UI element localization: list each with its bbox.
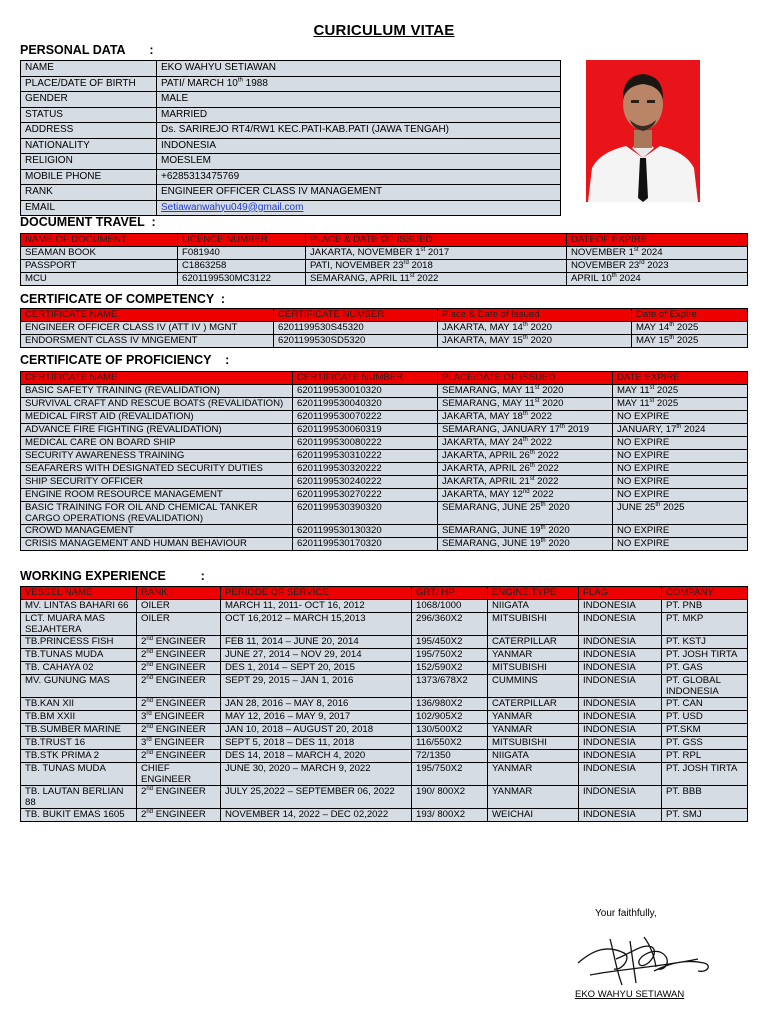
table-cell: 116/550X2 bbox=[412, 737, 488, 750]
table-cell: MEDICAL FIRST AID (REVALIDATION) bbox=[21, 411, 293, 424]
table-cell: MAY 12, 2016 – MAY 9, 2017 bbox=[221, 711, 412, 724]
column-header: CERTIFICATE NAME bbox=[21, 309, 274, 322]
table-cell: SEMARANG, MAY 11st 2020 bbox=[438, 398, 613, 411]
table-cell: 195/450X2 bbox=[412, 636, 488, 649]
table-cell: 6201199530S45320 bbox=[274, 322, 438, 335]
table-cell: 6201199530320222 bbox=[293, 463, 438, 476]
personal-label: STATUS bbox=[21, 107, 157, 123]
personal-row bbox=[21, 169, 561, 185]
table-cell: MAY 11st 2025 bbox=[613, 385, 748, 398]
table-cell: CATERPILLAR bbox=[488, 636, 579, 649]
personal-data-table bbox=[20, 60, 561, 216]
table-row bbox=[21, 463, 748, 476]
table-cell: CROWD MANAGEMENT bbox=[21, 525, 293, 538]
table-row bbox=[21, 502, 748, 525]
table-row bbox=[21, 809, 748, 822]
closing-greeting: Your faithfully, bbox=[595, 908, 657, 919]
table-row bbox=[21, 424, 748, 437]
table-cell: LCT. MUARA MAS SEJAHTERA bbox=[21, 613, 137, 636]
table-cell: INDONESIA bbox=[579, 636, 662, 649]
table-cell: NO EXPIRE bbox=[613, 437, 748, 450]
table-cell: MV. GUNUNG MAS bbox=[21, 675, 137, 698]
table-cell: 2nd ENGINEER bbox=[137, 724, 221, 737]
table-cell: ENGINEER OFFICER CLASS IV (ATT IV ) MGNT bbox=[21, 322, 274, 335]
table-cell: SEAFARERS WITH DESIGNATED SECURITY DUTIES bbox=[21, 463, 293, 476]
column-header: Date of Expire bbox=[632, 309, 748, 322]
personal-value: EKO WAHYU SETIAWAN bbox=[157, 61, 561, 77]
table-row bbox=[21, 411, 748, 424]
table-cell: APRIL 10th 2024 bbox=[567, 273, 748, 286]
table-cell: INDONESIA bbox=[579, 600, 662, 613]
table-cell: MAY 15th 2025 bbox=[632, 335, 748, 348]
table-cell: INDONESIA bbox=[579, 786, 662, 809]
table-cell: MCU bbox=[21, 273, 178, 286]
table-cell: JAN 10, 2018 – AUGUST 20, 2018 bbox=[221, 724, 412, 737]
table-cell: 190/ 800X2 bbox=[412, 786, 488, 809]
table-cell: JULY 25,2022 – SEPTEMBER 06, 2022 bbox=[221, 786, 412, 809]
table-cell: PT. CAN bbox=[662, 698, 748, 711]
table-cell: SEMARANG, JUNE 25th 2020 bbox=[438, 502, 613, 525]
personal-value: MARRIED bbox=[157, 107, 561, 123]
table-row bbox=[21, 322, 748, 335]
table-cell: PT. PNB bbox=[662, 600, 748, 613]
personal-label: EMAIL bbox=[21, 200, 157, 216]
table-cell: 195/750X2 bbox=[412, 763, 488, 786]
table-cell: NIIGATA bbox=[488, 750, 579, 763]
table-cell: PT. JOSH TIRTA bbox=[662, 763, 748, 786]
table-cell: SEAMAN BOOK bbox=[21, 247, 178, 260]
personal-label: PLACE/DATE OF BIRTH bbox=[21, 76, 157, 92]
personal-label: NATIONALITY bbox=[21, 138, 157, 154]
profile-photo bbox=[586, 60, 700, 202]
table-cell: INDONESIA bbox=[579, 724, 662, 737]
table-cell: 2nd ENGINEER bbox=[137, 636, 221, 649]
table-cell: JUNE 25th 2025 bbox=[613, 502, 748, 525]
table-cell: 195/750X2 bbox=[412, 649, 488, 662]
column-header: Place & Date of Issued bbox=[438, 309, 632, 322]
personal-label: MOBILE PHONE bbox=[21, 169, 157, 185]
table-row bbox=[21, 724, 748, 737]
table-cell: INDONESIA bbox=[579, 698, 662, 711]
table-cell: 2nd ENGINEER bbox=[137, 649, 221, 662]
table-cell: TB.STK PRIMA 2 bbox=[21, 750, 137, 763]
table-row bbox=[21, 600, 748, 613]
table-cell: 193/ 800X2 bbox=[412, 809, 488, 822]
table-cell: TB. BUKIT EMAS 1605 bbox=[21, 809, 137, 822]
table-cell: CATERPILLAR bbox=[488, 698, 579, 711]
table-cell: INDONESIA bbox=[579, 675, 662, 698]
table-cell: 72/1350 bbox=[412, 750, 488, 763]
table-cell: F081940 bbox=[178, 247, 306, 260]
table-cell: MV. LINTAS BAHARI 66 bbox=[21, 600, 137, 613]
table-row bbox=[21, 525, 748, 538]
personal-row bbox=[21, 154, 561, 170]
table-cell: FEB 11, 2014 – JUNE 20, 2014 bbox=[221, 636, 412, 649]
table-cell: 3rd ENGINEER bbox=[137, 737, 221, 750]
table-row bbox=[21, 437, 748, 450]
document-title: CURICULUM VITAE bbox=[313, 22, 455, 39]
personal-value: ENGINEER OFFICER CLASS IV MANAGEMENT bbox=[157, 185, 561, 201]
table-row bbox=[21, 662, 748, 675]
table-cell: PT. JOSH TIRTA bbox=[662, 649, 748, 662]
table-cell: JAKARTA, MAY 18th 2022 bbox=[438, 411, 613, 424]
table-cell: JAKARTA, MAY 15th 2020 bbox=[438, 335, 632, 348]
header-row bbox=[21, 587, 748, 600]
table-cell: MITSUBISHI bbox=[488, 662, 579, 675]
table-cell: MAY 11st 2025 bbox=[613, 398, 748, 411]
section-certificate-of-competency: CERTIFICATE OF COMPETENCY : bbox=[20, 292, 226, 306]
table-cell: YANMAR bbox=[488, 711, 579, 724]
personal-row bbox=[21, 123, 561, 139]
table-cell: 130/500X2 bbox=[412, 724, 488, 737]
table-row bbox=[21, 450, 748, 463]
table-cell: PT. SMJ bbox=[662, 809, 748, 822]
table-cell: JUNE 30, 2020 – MARCH 9, 2022 bbox=[221, 763, 412, 786]
table-cell: MEDICAL CARE ON BOARD SHIP bbox=[21, 437, 293, 450]
table-cell: 6201199530270222 bbox=[293, 489, 438, 502]
table-cell: 6201199530130320 bbox=[293, 525, 438, 538]
document-travel-table bbox=[20, 233, 748, 286]
table-row bbox=[21, 786, 748, 809]
table-cell: SEMARANG, JUNE 19th 2020 bbox=[438, 525, 613, 538]
table-cell: TB.SUMBER MARINE bbox=[21, 724, 137, 737]
table-cell: WEICHAI bbox=[488, 809, 579, 822]
table-cell: JUNE 27, 2014 – NOV 29, 2014 bbox=[221, 649, 412, 662]
personal-value: MALE bbox=[157, 92, 561, 108]
personal-row bbox=[21, 76, 561, 92]
table-cell: 2nd ENGINEER bbox=[137, 662, 221, 675]
column-header: DATEOF EXPIRE bbox=[567, 234, 748, 247]
signature-block bbox=[560, 905, 740, 1005]
column-header: CERTIFICATE NUMBER bbox=[274, 309, 438, 322]
table-cell: CHIEF ENGINEER bbox=[137, 763, 221, 786]
personal-label: ADDRESS bbox=[21, 123, 157, 139]
personal-value bbox=[157, 200, 561, 216]
table-row bbox=[21, 613, 748, 636]
table-cell: NO EXPIRE bbox=[613, 463, 748, 476]
table-cell: JAKARTA, APRIL 26th 2022 bbox=[438, 450, 613, 463]
table-row bbox=[21, 273, 748, 286]
table-cell: 2nd ENGINEER bbox=[137, 750, 221, 763]
table-cell: NO EXPIRE bbox=[613, 538, 748, 551]
column-header: DATE EXPIRE bbox=[613, 372, 748, 385]
table-row bbox=[21, 750, 748, 763]
personal-label: NAME bbox=[21, 61, 157, 77]
table-cell: TB.BM XXII bbox=[21, 711, 137, 724]
table-cell: PATI, NOVEMBER 23rd 2018 bbox=[306, 260, 567, 273]
table-cell: OILER bbox=[137, 613, 221, 636]
table-cell: PT. RPL bbox=[662, 750, 748, 763]
table-row bbox=[21, 763, 748, 786]
table-cell: PT. MKP bbox=[662, 613, 748, 636]
table-cell: OILER bbox=[137, 600, 221, 613]
table-cell: MITSUBISHI bbox=[488, 737, 579, 750]
table-cell: NOVEMBER 1st 2024 bbox=[567, 247, 748, 260]
table-cell: MARCH 11, 2011- OCT 16, 2012 bbox=[221, 600, 412, 613]
table-cell: PT. BBB bbox=[662, 786, 748, 809]
table-cell: SURVIVAL CRAFT AND RESCUE BOATS (REVALIDATION) bbox=[21, 398, 293, 411]
email-link[interactable]: Setiawanwahyu049@gmail.com bbox=[161, 201, 304, 213]
table-cell: JANUARY, 17th 2024 bbox=[613, 424, 748, 437]
personal-label: RANK bbox=[21, 185, 157, 201]
section-certificate-of-proficiency: CERTIFICATE OF PROFICIENCY : bbox=[20, 353, 230, 367]
table-cell: SEPT 29, 2015 – JAN 1, 2016 bbox=[221, 675, 412, 698]
table-cell: TB. LAUTAN BERLIAN 88 bbox=[21, 786, 137, 809]
personal-row bbox=[21, 107, 561, 123]
table-cell: SEMARANG, JANUARY 17th 2019 bbox=[438, 424, 613, 437]
table-cell: NO EXPIRE bbox=[613, 450, 748, 463]
table-cell: PT. KSTJ bbox=[662, 636, 748, 649]
table-cell: 2nd ENGINEER bbox=[137, 675, 221, 698]
personal-value: +6285313475769 bbox=[157, 169, 561, 185]
table-cell: NOVEMBER 14, 2022 – DEC 02,2022 bbox=[221, 809, 412, 822]
header-row bbox=[21, 372, 748, 385]
table-row bbox=[21, 247, 748, 260]
column-header: LICENCE NUMBER bbox=[178, 234, 306, 247]
table-cell: JAKARTA, MAY 12nd 2022 bbox=[438, 489, 613, 502]
personal-value: PATI/ MARCH 10th 1988 bbox=[157, 76, 561, 92]
table-row bbox=[21, 698, 748, 711]
table-cell: INDONESIA bbox=[579, 737, 662, 750]
table-cell: 1373/678X2 bbox=[412, 675, 488, 698]
table-cell: YANMAR bbox=[488, 649, 579, 662]
table-cell: 6201199530170320 bbox=[293, 538, 438, 551]
column-header: VESSEL NAME bbox=[21, 587, 137, 600]
table-cell: 6201199530240222 bbox=[293, 476, 438, 489]
table-cell: NO EXPIRE bbox=[613, 489, 748, 502]
table-cell: OCT 16,2012 – MARCH 15,2013 bbox=[221, 613, 412, 636]
table-cell: JAKARTA, MAY 24th 2022 bbox=[438, 437, 613, 450]
table-cell: DES 14, 2018 – MARCH 4, 2020 bbox=[221, 750, 412, 763]
table-cell: BASIC TRAINING FOR OIL AND CHEMICAL TANKER CARGO OPERATIONS (REVALIDATION) bbox=[21, 502, 293, 525]
table-cell: JAKARTA, APRIL 21st 2022 bbox=[438, 476, 613, 489]
table-row bbox=[21, 335, 748, 348]
table-cell: TB.PRINCESS FISH bbox=[21, 636, 137, 649]
table-row bbox=[21, 476, 748, 489]
table-cell: ENGINE ROOM RESOURCE MANAGEMENT bbox=[21, 489, 293, 502]
table-cell: 102/905X2 bbox=[412, 711, 488, 724]
table-cell: 6201199530MC3122 bbox=[178, 273, 306, 286]
table-cell: NIIGATA bbox=[488, 600, 579, 613]
section-working-experience: WORKING EXPERIENCE : bbox=[20, 569, 205, 583]
signatory-name: EKO WAHYU SETIAWAN bbox=[575, 989, 685, 1000]
table-cell: SEMARANG, MAY 11st 2020 bbox=[438, 385, 613, 398]
table-cell: CUMMINS bbox=[488, 675, 579, 698]
table-row bbox=[21, 737, 748, 750]
personal-label: GENDER bbox=[21, 92, 157, 108]
table-cell: PT. GLOBAL INDONESIA bbox=[662, 675, 748, 698]
personal-row bbox=[21, 138, 561, 154]
column-header: COMPANY bbox=[662, 587, 748, 600]
table-cell: SEPT 5, 2018 – DES 11, 2018 bbox=[221, 737, 412, 750]
table-cell: ADVANCE FIRE FIGHTING (REVALIDATION) bbox=[21, 424, 293, 437]
table-cell: NO EXPIRE bbox=[613, 476, 748, 489]
column-header: PLACE & DATE OF ISSUED bbox=[306, 234, 567, 247]
table-cell: INDONESIA bbox=[579, 662, 662, 675]
table-cell: NO EXPIRE bbox=[613, 411, 748, 424]
table-row bbox=[21, 385, 748, 398]
table-cell: PT.SKM bbox=[662, 724, 748, 737]
table-cell: DES 1, 2014 – SEPT 20, 2015 bbox=[221, 662, 412, 675]
handwritten-signature bbox=[570, 919, 730, 993]
column-header: PERIODE OF SERVICE bbox=[221, 587, 412, 600]
table-cell: 6201199530390320 bbox=[293, 502, 438, 525]
table-cell: PASSPORT bbox=[21, 260, 178, 273]
table-cell: TB. TUNAS MUDA bbox=[21, 763, 137, 786]
table-cell: 136/980X2 bbox=[412, 698, 488, 711]
column-header: RANK bbox=[137, 587, 221, 600]
proficiency-table bbox=[20, 371, 748, 551]
table-cell: YANMAR bbox=[488, 786, 579, 809]
section-personal-data: PERSONAL DATA : bbox=[20, 43, 154, 57]
table-cell: MAY 14th 2025 bbox=[632, 322, 748, 335]
table-row bbox=[21, 398, 748, 411]
table-row bbox=[21, 489, 748, 502]
table-cell: ENDORSMENT CLASS IV MNGEMENT bbox=[21, 335, 274, 348]
table-cell: 6201199530060319 bbox=[293, 424, 438, 437]
table-cell: NOVEMBER 23rd 2023 bbox=[567, 260, 748, 273]
section-document-travel: DOCUMENT TRAVEL : bbox=[20, 215, 156, 229]
table-cell: 2nd ENGINEER bbox=[137, 809, 221, 822]
column-header: PLACE/DATE OF ISSUED bbox=[438, 372, 613, 385]
personal-row bbox=[21, 92, 561, 108]
table-cell: YANMAR bbox=[488, 724, 579, 737]
table-cell: INDONESIA bbox=[579, 649, 662, 662]
table-cell: SEMARANG, APRIL 11st 2022 bbox=[306, 273, 567, 286]
table-cell: TB.TRUST 16 bbox=[21, 737, 137, 750]
table-cell: JAKARTA, NOVEMBER 1st 2017 bbox=[306, 247, 567, 260]
table-cell: 1068/1000 bbox=[412, 600, 488, 613]
table-cell: 6201199530SD5320 bbox=[274, 335, 438, 348]
personal-label: RELIGION bbox=[21, 154, 157, 170]
table-row bbox=[21, 260, 748, 273]
table-row bbox=[21, 636, 748, 649]
column-header: GRT/ HP bbox=[412, 587, 488, 600]
table-cell: 3rd ENGINEER bbox=[137, 711, 221, 724]
column-header: NAME OF DOCUMENT bbox=[21, 234, 178, 247]
table-cell: JAKARTA, MAY 14th 2020 bbox=[438, 322, 632, 335]
table-cell: INDONESIA bbox=[579, 613, 662, 636]
column-header: CERTIFICATE NUMBER bbox=[293, 372, 438, 385]
table-cell: SHIP SECURITY OFFICER bbox=[21, 476, 293, 489]
table-cell: TB.KAN XII bbox=[21, 698, 137, 711]
table-cell: PT. GSS bbox=[662, 737, 748, 750]
table-row bbox=[21, 675, 748, 698]
table-cell: JAN 28, 2016 – MAY 8, 2016 bbox=[221, 698, 412, 711]
personal-value: INDONESIA bbox=[157, 138, 561, 154]
table-cell: TB. CAHAYA 02 bbox=[21, 662, 137, 675]
table-cell: SEMARANG, JUNE 19th 2020 bbox=[438, 538, 613, 551]
table-cell: 6201199530040320 bbox=[293, 398, 438, 411]
table-cell: TB.TUNAS MUDA bbox=[21, 649, 137, 662]
table-cell: 2nd ENGINEER bbox=[137, 698, 221, 711]
table-cell: 6201199530010320 bbox=[293, 385, 438, 398]
header-row bbox=[21, 309, 748, 322]
personal-value: MOESLEM bbox=[157, 154, 561, 170]
table-cell: PT. GAS bbox=[662, 662, 748, 675]
table-row bbox=[21, 711, 748, 724]
table-cell: MITSUBISHI bbox=[488, 613, 579, 636]
table-row bbox=[21, 649, 748, 662]
table-cell: 2nd ENGINEER bbox=[137, 786, 221, 809]
table-cell: CRISIS MANAGEMENT AND HUMAN BEHAVIOUR bbox=[21, 538, 293, 551]
personal-value: Ds. SARIREJO RT4/RW1 KEC.PATI-KAB.PATI (JAWA TENGAH) bbox=[157, 123, 561, 139]
column-header: FLAG bbox=[579, 587, 662, 600]
table-cell: SECURITY AWARENESS TRAINING bbox=[21, 450, 293, 463]
table-cell: PT. USD bbox=[662, 711, 748, 724]
table-cell: 6201199530080222 bbox=[293, 437, 438, 450]
table-cell: NO EXPIRE bbox=[613, 525, 748, 538]
personal-row bbox=[21, 185, 561, 201]
personal-row bbox=[21, 61, 561, 77]
table-row bbox=[21, 538, 748, 551]
table-cell: INDONESIA bbox=[579, 711, 662, 724]
working-experience-table bbox=[20, 586, 748, 822]
table-cell: INDONESIA bbox=[579, 750, 662, 763]
table-cell: BASIC SAFETY TRAINING (REVALIDATION) bbox=[21, 385, 293, 398]
table-cell: INDONESIA bbox=[579, 763, 662, 786]
column-header: ENGINE TYPE bbox=[488, 587, 579, 600]
table-cell: YANMAR bbox=[488, 763, 579, 786]
competency-table bbox=[20, 308, 748, 348]
header-row bbox=[21, 234, 748, 247]
table-cell: JAKARTA, APRIL 26th 2022 bbox=[438, 463, 613, 476]
table-cell: 6201199530070222 bbox=[293, 411, 438, 424]
table-cell: C1863258 bbox=[178, 260, 306, 273]
personal-row bbox=[21, 200, 561, 216]
table-cell: INDONESIA bbox=[579, 809, 662, 822]
column-header: CERTIFICATE NAME bbox=[21, 372, 293, 385]
table-cell: 152/590X2 bbox=[412, 662, 488, 675]
table-cell: 296/360X2 bbox=[412, 613, 488, 636]
table-cell: 6201199530310222 bbox=[293, 450, 438, 463]
